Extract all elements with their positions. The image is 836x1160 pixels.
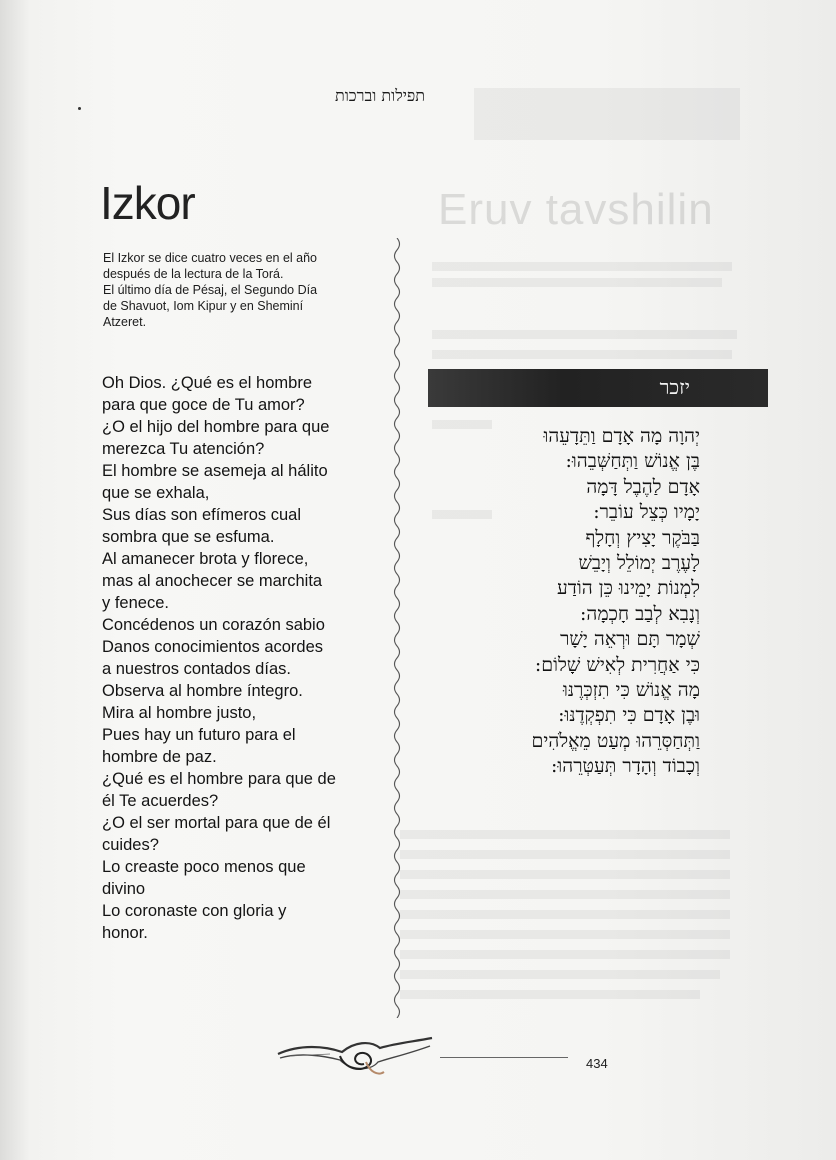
poem-line: cuides?: [102, 836, 159, 854]
poem-line: él Te acuerdes?: [102, 792, 219, 810]
show-through-text: Eruv tavshilin: [438, 185, 714, 234]
hebrew-line: וְכָבוֹד וְהָדָר תְּעַטְּרֵהוּ:: [551, 755, 700, 778]
hebrew-line: יָמָיו כְּצֵל עוֹבֵר:: [593, 501, 700, 524]
hebrew-line: בַּבֹּקֶר יָצִיץ וְחָלָף: [585, 526, 700, 549]
hebrew-title: יזכר: [659, 375, 690, 399]
decorative-ornament: [270, 1032, 440, 1082]
poem-line: Oh Dios. ¿Qué es el hombre: [102, 374, 313, 392]
show-through-line: [400, 850, 730, 859]
poem-line: que se exhala,: [102, 484, 210, 502]
hebrew-line: אָדָם לַהֶבֶל דָּמָה: [586, 475, 700, 498]
poem-line: El hombre se asemeja al hálito: [102, 462, 328, 480]
poem-line: honor.: [102, 924, 148, 942]
hebrew-line: וַתְּחַסְּרֵהוּ מְעַט מֵאֱלֹהִים: [531, 729, 700, 752]
poem-line: ¿O el ser mortal para que de él: [102, 814, 331, 832]
poem-line: Pues hay un futuro para el: [102, 726, 296, 744]
poem-line: y fenece.: [102, 594, 169, 612]
hebrew-line: כִּי אַחֲרִית לְאִישׁ שָׁלוֹם:: [534, 653, 700, 676]
poem-line: sombra que se esfuma.: [102, 528, 275, 546]
hebrew-line: מָה אֱנוֹשׁ כִּי תִזְכְּרֶנּוּ: [562, 679, 700, 702]
show-through-line: [400, 870, 730, 879]
poem-line: Sus días son efímeros cual: [102, 506, 302, 524]
page-number: 434: [586, 1056, 608, 1071]
poem-line: Danos conocimientos acordes: [102, 638, 324, 656]
hebrew-line: לִמְנוֹת יָמֵינוּ כֵּן הוֹדַע: [557, 577, 700, 600]
show-through-line: [400, 950, 730, 959]
show-through-line: [400, 990, 700, 999]
hebrew-line: יְהוָה מָה אָדָם וַתֵּדָעֵהוּ: [543, 425, 700, 447]
poem-line: Mira al hombre justo,: [102, 704, 257, 722]
poem-line: hombre de paz.: [102, 748, 217, 766]
poem-line: ¿Qué es el hombre para que de: [102, 770, 336, 788]
show-through-line: [432, 278, 722, 287]
spanish-poem: [102, 372, 372, 944]
poem-line: Concédenos un corazón sabio: [102, 616, 325, 634]
hebrew-line: וְנָבִא לְבַב חָכְמָה:: [579, 602, 700, 625]
poem-line: Lo creaste poco menos que: [102, 858, 306, 876]
show-through-line: [400, 970, 720, 979]
poem-line: mas al anochecer se marchita: [102, 572, 323, 590]
show-through-line: [400, 930, 730, 939]
poem-line: merezca Tu atención?: [102, 440, 265, 458]
poem-line: Lo coronaste con gloria y: [102, 902, 287, 920]
hebrew-line: בֶּן אֱנוֹשׁ וַתְּחַשְּׁבֵהוּ:: [565, 450, 700, 473]
print-speck: [78, 107, 81, 110]
show-through-line: [400, 890, 730, 899]
show-through-line: [432, 262, 732, 271]
show-through-line: [400, 830, 730, 839]
poem-line: a nuestros contados días.: [102, 660, 291, 678]
show-through-header-band: [474, 88, 740, 140]
intro-line: El Izkor se dice cuatro veces en el año: [103, 251, 318, 265]
intro-line: Atzeret.: [103, 315, 147, 329]
hebrew-line: לָעֶרֶב יְמוֹלֵל וְיָבֵשׁ: [578, 552, 700, 575]
poem-line: divino: [102, 880, 146, 898]
hebrew-line: וּבֶן אָדָם כִּי תִפְקְדֶנּוּ:: [558, 704, 700, 727]
hebrew-line: שְׁמָר תָּם וּרְאֵה יָשָׁר: [560, 628, 700, 651]
running-header: תפילות וברכות: [334, 86, 426, 105]
intro-line: después de la lectura de la Torá.: [103, 267, 284, 281]
show-through-line: [432, 350, 732, 359]
poem-line: Observa al hombre íntegro.: [102, 682, 303, 700]
intro-line: de Shavuot, Iom Kipur y en Sheminí: [103, 299, 304, 313]
footer-rule: [440, 1057, 568, 1058]
wavy-column-divider: [386, 238, 408, 1018]
hebrew-prayer: [410, 424, 700, 780]
poem-line: ¿O el hijo del hombre para que: [102, 418, 330, 436]
intro-line: El último día de Pésaj, el Segundo Día: [103, 283, 318, 297]
show-through-line: [432, 330, 737, 339]
poem-line: para que goce de Tu amor?: [102, 396, 305, 414]
show-through-line: [400, 910, 730, 919]
page-title: Izkor: [100, 177, 195, 229]
intro-paragraph: [103, 250, 353, 330]
poem-line: Al amanecer brota y florece,: [102, 550, 309, 568]
hebrew-title-banner: [428, 369, 768, 407]
